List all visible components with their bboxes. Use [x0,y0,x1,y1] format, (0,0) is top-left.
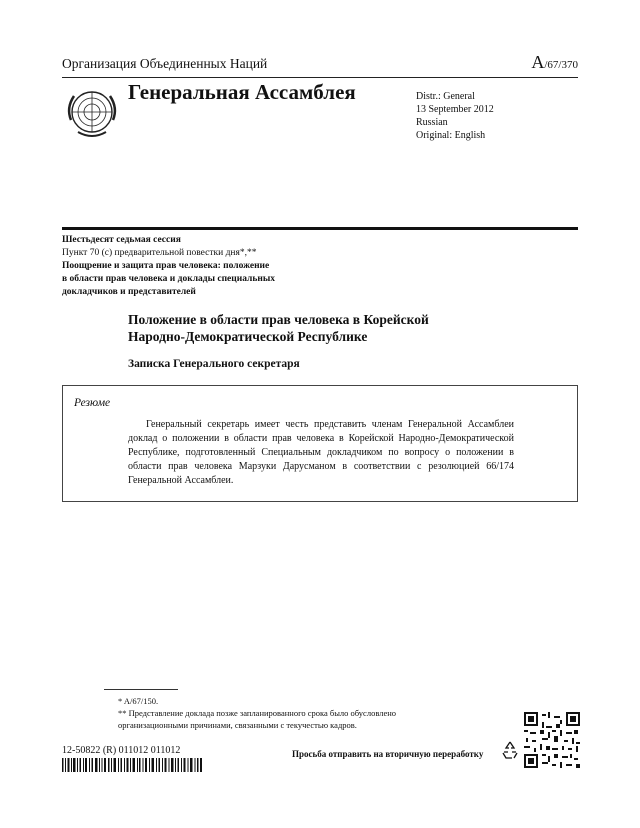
recycle-note: Просьба отправить на вторичную переработку [292,749,484,759]
section-rule [62,227,578,230]
report-title [128,311,488,345]
title-line-1: Положение в области прав человека в Корейской [128,312,429,327]
agenda-title-1: Поощрение и защита прав человека: положение [62,261,270,271]
original-line: Original: English [416,130,486,141]
date-line: 13 September 2012 [416,104,494,115]
barcode [62,758,202,772]
language-line: Russian [416,117,448,128]
symbol-letter: A [531,52,545,72]
organization-name: Организация Объединенных Наций [62,56,268,71]
footnote-2: ** Представление доклада позже запланированного срока было обусловлено организационными причинами, связанными с текучестью кадров. [118,708,397,730]
agenda-title-2: в области прав человека и доклады специальных [62,274,276,284]
session-name: Шестьдесят седьмая сессия [62,235,181,245]
footnote-rule [104,689,178,690]
note-subtitle: Записка Генерального секретаря [128,358,300,370]
document-symbol [531,52,578,73]
symbol-number: /67/370 [544,59,578,71]
document-code: 12-50822 (R) 011012 011012 [62,745,181,756]
agenda-title-3: докладчиков и представителей [62,287,196,297]
recycle-icon [500,740,520,760]
summary-heading: Резюме [74,397,111,409]
qr-code [524,712,580,768]
session-block [62,234,332,299]
footnote-1: * A/67/150. [118,696,159,706]
agenda-item: Пункт 70 (с) предварительной повестки дня*,** [62,248,257,258]
title-line-2: Народно-Демократической Республике [128,329,368,344]
distribution-block [416,90,494,142]
assembly-title: Генеральная Ассамблея [128,80,356,104]
summary-text: Генеральный секретарь имеет честь представить членам Генеральной Ассамблеи доклад о положении в области прав человека в Корейской Народно-Демократической Республике, подготовленный Специальным докладчиком по вопросу о положении в области прав человека Марзуки Дарусманом в соответствии с резолюцией 66/174 Генеральной Ассамблеи. [128,419,514,486]
header-rule [62,77,578,78]
un-emblem-icon [62,82,122,142]
distr-line: Distr.: General [416,91,475,102]
